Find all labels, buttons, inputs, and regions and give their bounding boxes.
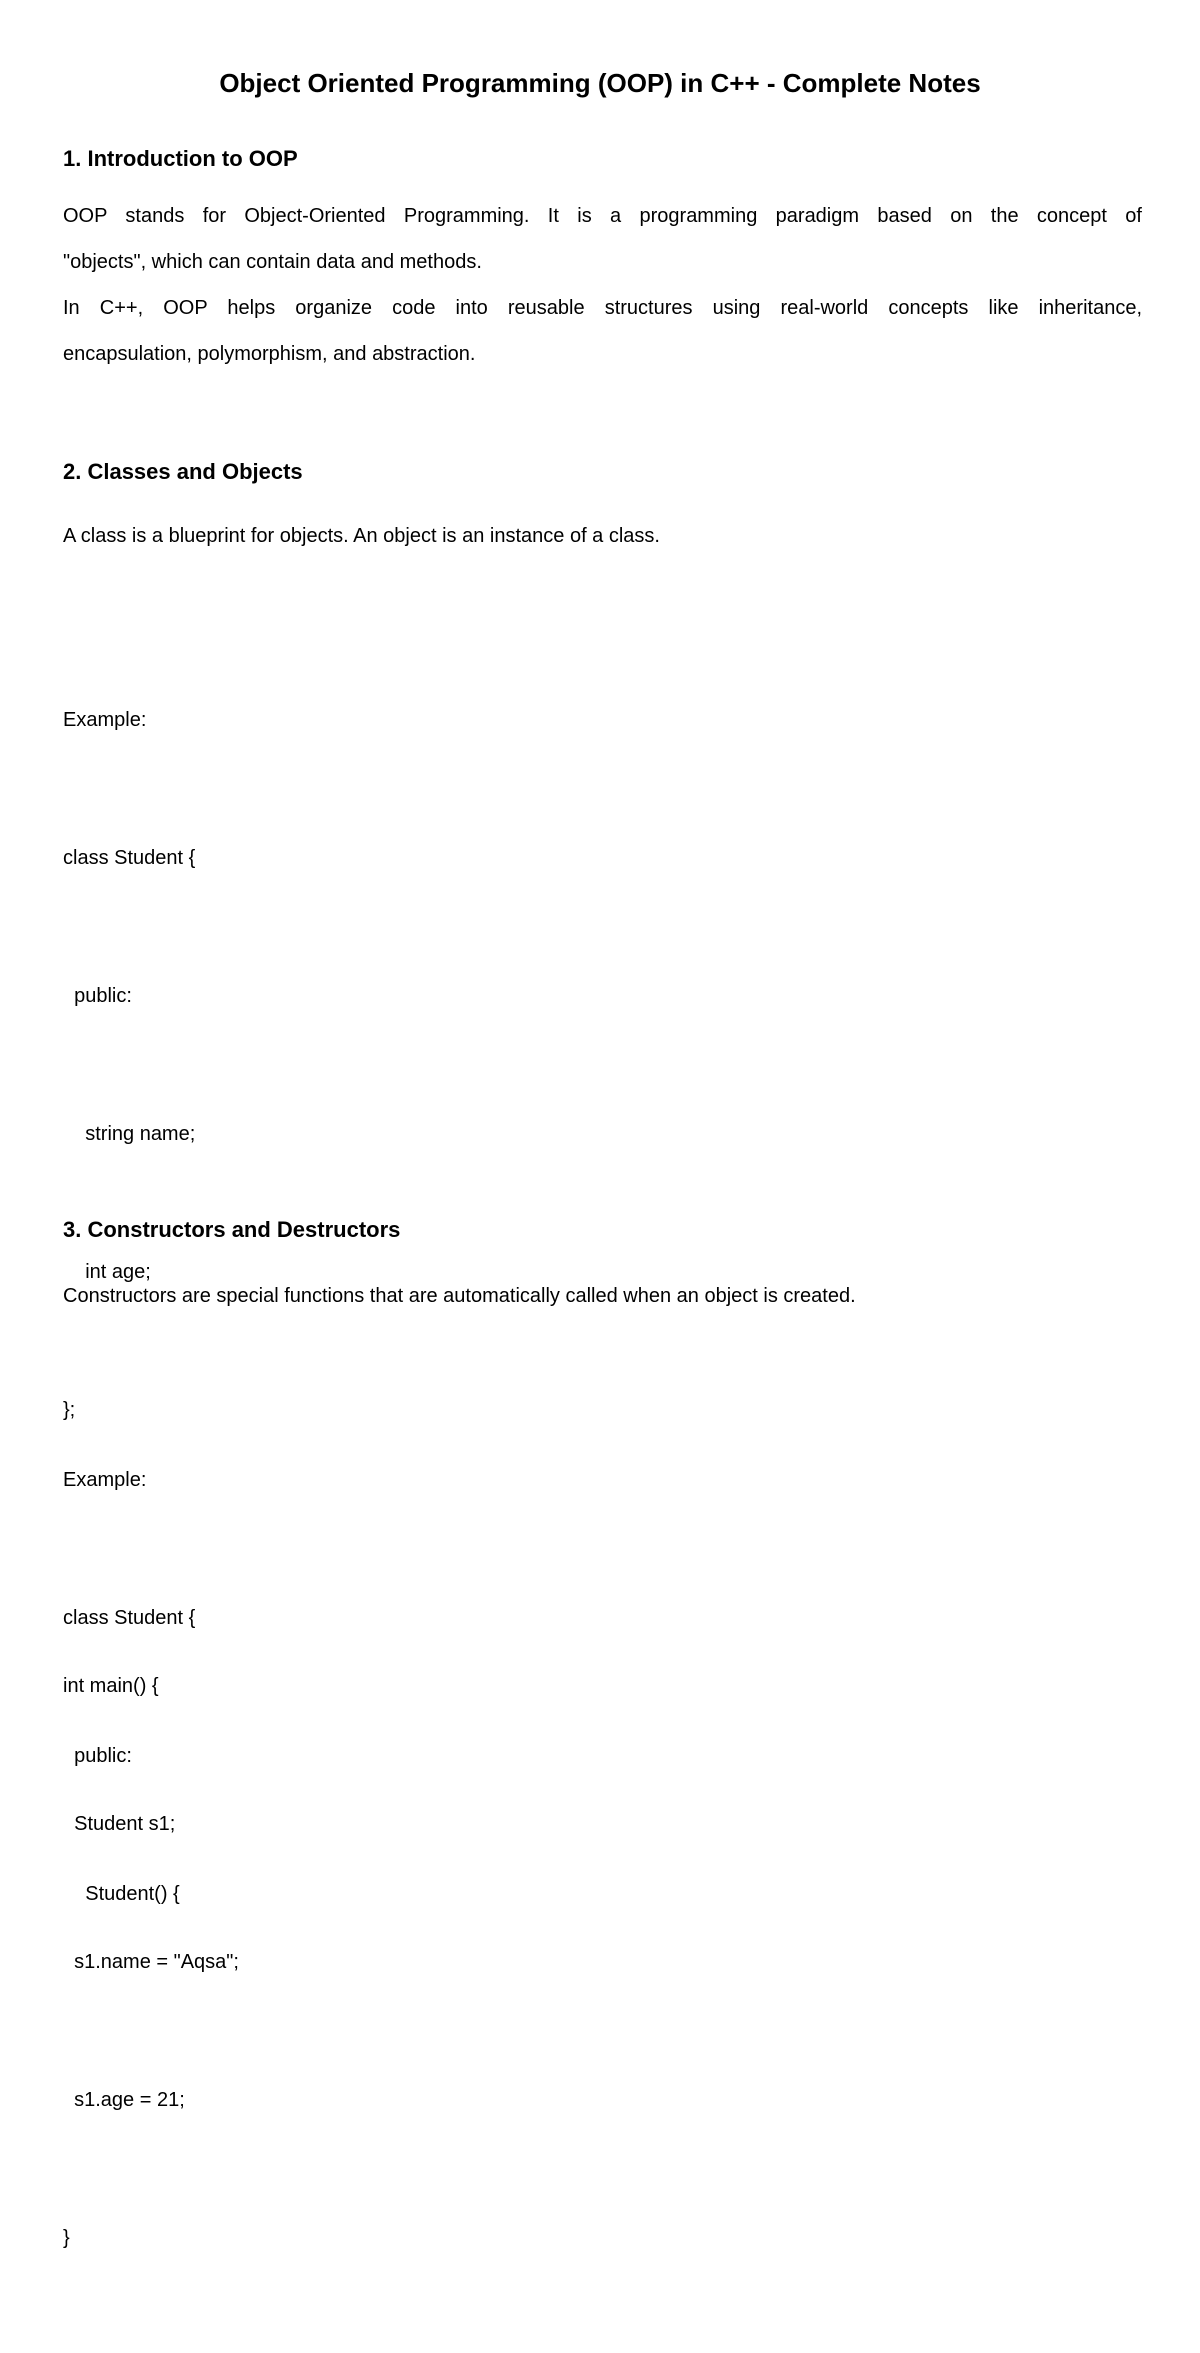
code-line: };: [63, 1399, 76, 1421]
paragraph-line: "objects", which can contain data and methods.: [63, 251, 482, 273]
code-line: string name;: [63, 1123, 196, 1145]
paragraph-line: OOP stands for Object-Oriented Programming. It is a programming paradigm based on the concept of: [63, 205, 1142, 227]
code-line: s1.age = 21;: [63, 2089, 185, 2111]
code-example-constructors-destructors: [63, 1365, 195, 2009]
section-heading-introduction: 1. Introduction to OOP: [63, 146, 298, 171]
paragraph-line: encapsulation, polymorphism, and abstraction.: [63, 343, 476, 365]
paragraph-line: Constructors are special functions that are automatically called when an object is created.: [63, 1285, 856, 1307]
section-paragraph-introduction: [63, 193, 1142, 377]
code-line: Student() {: [63, 1883, 180, 1905]
section-heading-classes-objects: 2. Classes and Objects: [63, 459, 303, 484]
section-heading-constructors-destructors: 3. Constructors and Destructors: [63, 1217, 401, 1242]
code-line: Student s1;: [63, 1813, 176, 1835]
paragraph-line: In C++, OOP helps organize code into reusable structures using real-world concepts like inheritance,: [63, 297, 1142, 319]
code-line: public:: [63, 1745, 132, 1767]
code-line: }: [63, 2227, 70, 2249]
paragraph-line: A class is a blueprint for objects. An object is an instance of a class.: [63, 525, 660, 547]
code-line: public:: [63, 985, 132, 1007]
code-line: class Student {: [63, 847, 196, 869]
section-paragraph-constructors-destructors: [63, 1273, 1142, 1319]
code-line: Example:: [63, 1469, 147, 1491]
code-line: int main() {: [63, 1675, 159, 1697]
code-line: int age;: [63, 1261, 151, 1283]
document-title: Object Oriented Programming (OOP) in C++ - Complete Notes: [219, 68, 981, 98]
code-line: Example:: [63, 709, 147, 731]
code-line: s1.name = "Aqsa";: [63, 1951, 239, 1973]
code-line: class Student {: [63, 1607, 196, 1629]
section-paragraph-classes-objects: [63, 513, 1142, 559]
